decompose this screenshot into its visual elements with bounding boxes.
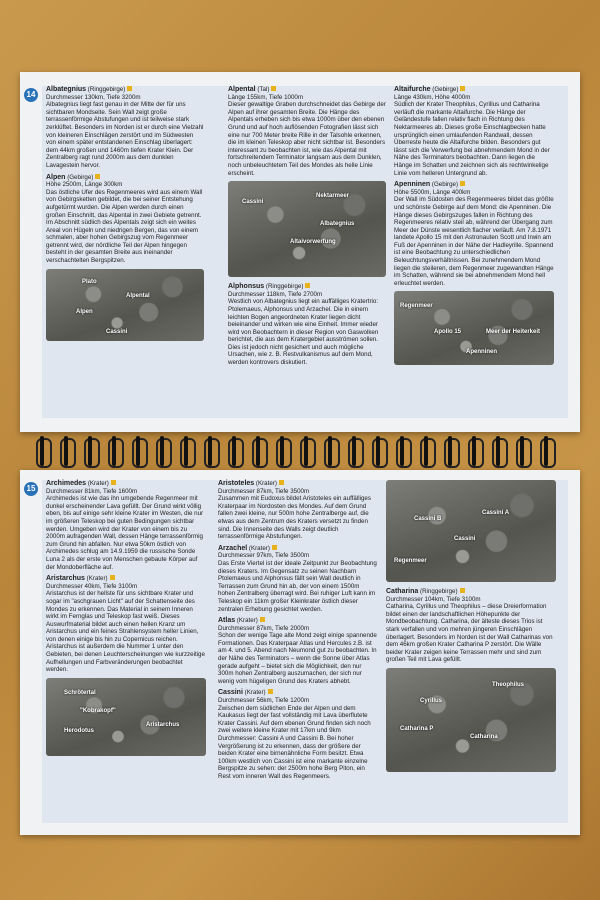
entry-type: (Krater) <box>236 617 258 625</box>
binding-ring <box>468 438 484 468</box>
moon-photo-aristarchus <box>46 678 206 756</box>
photo-label: Altaivorwerfung <box>290 239 336 246</box>
marker-square-icon <box>95 174 100 179</box>
entry-title: Alpental <box>228 86 256 93</box>
binding-ring <box>300 438 316 468</box>
entry-title: Archimedes <box>46 480 87 487</box>
entry-type: (Ringgebirge) <box>265 283 304 291</box>
binding-ring <box>444 438 460 468</box>
entry-title: Altaifurche <box>394 86 431 93</box>
entry-title: Arzachel <box>218 544 248 552</box>
binding-ring <box>420 438 436 468</box>
entry-specs: Durchmesser 104km, Tiefe 3100m <box>386 595 481 603</box>
entry-text: Zwischen dem südlichen Ende der Alpen und dem Kaukasus liegt der fast vollständig mit Lava überflutete Krater Cassini. Auf dem ebenen Grund finden sich noch zwei weitere kleine Krater mit 17km und 9km Durchmesser: Cassini A und Cassini B. Bei hoher Vergrößerung ist zu erkennen, dass der größere der beiden Krater eine birnenähnliche Form besitzt. Etwa 100km westlich von Cassini ist eine markante einzelne Bergspitze zu sehen: der 2500m hohe Berg Piton, ein Rest vom inneren Wall des Regenmeers. <box>218 704 371 780</box>
photo-label: Alpen <box>76 308 93 315</box>
binding-ring <box>156 438 172 468</box>
binding-ring <box>348 438 364 468</box>
moon-photo-cassini <box>386 480 556 582</box>
entry-specs: Durchmesser 56km, Tiefe 1200m <box>218 697 310 705</box>
marker-square-icon <box>272 545 277 550</box>
bottom-column-2 <box>218 480 378 785</box>
entry-type: (Gebirge) <box>431 181 459 189</box>
entry-specs: Höhe 2500m, Länge 300km <box>46 181 123 189</box>
entry-type: (Krater) <box>244 689 266 697</box>
binding-ring <box>324 438 340 468</box>
photo-label: Theophilus <box>492 681 524 688</box>
binding-ring <box>108 438 124 468</box>
entry-specs: Durchmesser 87km, Tiefe 3500m <box>218 487 310 495</box>
entry-title: Catharina <box>386 588 419 595</box>
entry-type: (Ringgebirge) <box>87 86 126 93</box>
entry-specs: Durchmesser 40km, Tiefe 3100m <box>46 582 138 590</box>
photo-label: Cassini <box>242 199 264 206</box>
entry-title: Alpen <box>46 173 66 181</box>
entry-title: Atlas <box>218 617 236 625</box>
binding-ring <box>516 438 532 468</box>
entry-type: (Krater) <box>255 480 277 487</box>
photo-label: Cassini <box>106 328 128 335</box>
entry-specs: Höhe 5500m, Länge 400km <box>394 188 471 196</box>
top-column-3 <box>394 86 554 371</box>
entry-text: Westlich von Albategnius liegt ein auffälliges Kratertrio: Ptolemaeus, Alphonsus und Arzachel. Die in einem leichten Bogen angeordneten Krater liegen dicht beieinander und wirken wie eine Einheit. Immer wieder wird von Beobachtern in dieser Region von Gaswolken berichtet, die aus dem Kratergebiet ausströmen sollen. Dies ist jedoch nicht gesichert und auch mögliche Ursachen, wie z. B. Restvulkanismus auf dem Mond, werden kontrovers diskutiert. <box>228 298 379 367</box>
entry-specs: Länge 155km, Tiefe 1000m <box>228 93 303 101</box>
entry-text: Das östliche Ufer des Regenmeeres wird aus einem Wall von Gebirgsketten gebildet, die bei seiner Entstehung aufgetürmt wurden. Die Alpen werden durch einen großen Einschnitt, das Alpental in zwei Gebiete getrennt. Im Abschnitt südlich des Alpentals zeigt sich ein weites Areal von Hügeln und niedrigen Bergen, das von einem schmalen, aber hohen Gebirgszug vom Regenmeer getrennt wird, der nördliche Teil der Alpen hingegen besteht in der gesamten Breite aus ineinander verschachtelten Bergspitzen. <box>46 188 203 265</box>
photo-label: Cassini A <box>482 510 510 516</box>
entry-text: Catharina, Cyrillus und Theophilus – diese Dreierformation bildet einen der landschaftlichen Höhepunkte der Mondbeobachtung. Catharina, der älteste dieses Trios ist stark verfallen und von mehren jüngeren Einschlägen überlagert. Besonders im Norden ist der Wall Catharinas von dem 46km großen Krater Catharina P zerstört. Die Wälle beider Krater zeigen keine Terrassen mehr und sind zum großen Teil mit Lava gefüllt. <box>386 603 553 664</box>
marker-square-icon <box>111 480 116 485</box>
entry-specs: Durchmesser 81km, Tiefe 1600m <box>46 487 138 495</box>
entry-text: Schon der wenige Tage alte Mond zeigt einige spannende Formationen. Das Kraterpaar Atlas und Hercules z.B. ist am 4. und 5. Abend nach Neumond gut zu beobachten. In der Nähe des Terminators – wenn die Sonne über Atlas gerade aufgeht – bietet sich die Möglichkeit, den nur 300m hohen Zentralberg auszumachen, der sich nur wenig vom hügeligen Grund des Kraters abhebt. <box>218 632 377 685</box>
top-page <box>20 72 580 432</box>
photo-label: Cassini B <box>414 516 442 522</box>
binding-ring <box>132 438 148 468</box>
marker-square-icon <box>260 617 265 622</box>
entry-type: (Tal) <box>257 86 270 93</box>
entry-text: Südlich der Krater Theophilus, Cyrillus und Catharina verläuft die markante Altaifurche. Die Hänge der Geländestufe fallen relativ flach in Richtung des Nektarmeeres ab. Dieses große Einschlagbecken hatte ursprünglich einen umlaufenden Randwall, dessen Überreste heute die Altaifurche bilden. Besonders gut lässt sich die Verwerfung bei abnehmendem Mond in der Nähe des Terminators beobachten. Dann liegen die Hänge im Schatten und zeichnen sich als rechtwinkelige Linie vom helleren Untergrund ab. <box>394 101 550 177</box>
photo-label: Apenninen <box>466 349 497 356</box>
spiral-binding <box>30 430 570 470</box>
entry-title: Aristoteles <box>218 480 255 487</box>
binding-ring <box>492 438 508 468</box>
entry-title: Aristarchus <box>46 575 85 583</box>
binding-ring <box>60 438 76 468</box>
photo-label: Regenmeer <box>400 303 433 310</box>
entry-specs: Durchmesser 97km, Tiefe 3500m <box>218 552 310 560</box>
photo-label: Meer der Heiterkeit <box>486 329 541 336</box>
entry-type: (Krater) <box>248 544 270 552</box>
marker-square-icon <box>460 181 465 186</box>
marker-square-icon <box>110 575 115 580</box>
binding-ring <box>372 438 388 468</box>
binding-ring <box>396 438 412 468</box>
entry-title: Alphonsus <box>228 283 265 291</box>
entry-text: Archimedes ist wie das ihn umgebende Regenmeer mit dunkel erscheinender Lava gefüllt. Der Grund wirkt völlig eben, bis auf einige sehr kleine Krater im Westen, die nur im größeren Teleskop bei guten Bedingungen sichtbar werden. Umgeben wird der Krater von einem bis zu 2000m aufragenden Wall, dessen Hänge terrassenförmig zum Grund hin abfallen. Nur etwa 50km östlich von Archimedes schlug am 14.9.1959 die russische Sonde Luna 2 als der erste von Menschen gebaute Körper auf der Mondoberfläche auf. <box>46 495 204 571</box>
entry-specs: Durchmesser 118km, Tiefe 2700m <box>228 290 323 298</box>
entry-text: Das Erste Viertel ist der ideale Zeitpunkt zur Beobachtung dieses Kraters. Im Gegensatz zu seinen Nachbarn Ptolemaeus und Alphonsus fällt sein Wall deutlich in Terrassen zum Grund hin ab, der von einem 1500m hohen Zentralberg überragt wird. Bei ruhiger Luft kann im Teleskop ein 11km großer Kleinkrater östlich dieser zentralen Erhebung gesichtet werden. <box>218 559 377 613</box>
entry-type: (Ringgebirge) <box>420 588 458 595</box>
bottom-column-1 <box>46 480 206 762</box>
entry-text: Albategnius liegt fast genau in der Mitte der für uns sichtbaren Mondseite. Sein Wall zeigt große terrassenförmige Abstufungen und ist teilweise stark zerklüftet. Besonders im Norden ist er durch eine Vielzahl von kleineren Einschlägen zerstört und im Südwesten von einem später entstandenen Einschlag überlagert: dem 44km großen und 1460m tiefen Krater Klein. Der Zentralberg ragt rund 2000m aus dem dunklen Lavagestein hervor. <box>46 101 204 169</box>
bottom-column-3 <box>386 480 556 778</box>
binding-ring <box>180 438 196 468</box>
binding-ring <box>276 438 292 468</box>
entry-specs: Durchmesser 130km, Tiefe 3200m <box>46 93 141 101</box>
marker-square-icon <box>268 689 273 694</box>
binding-ring <box>540 438 556 468</box>
bottom-page <box>20 470 580 835</box>
binding-ring <box>84 438 100 468</box>
entry-specs: Länge 430km, Höhe 4000m <box>394 93 471 101</box>
entry-text: Dieser gewaltige Graben durchschneidet das Gebirge der Alpen auf ihrer gesamten Breite. Die Hänge des Alpentals erheben sich bis etwa 1000m über den ebenen Grund und auf hoch auflösenden Fotografien lässt sich eine nur 700 Meter breite Rille in der Talsohle erkennen, die im kleinen Teleskop aber nicht sichtbar ist. Besonders interessant zu beobachten ist, wie das Alpental mit fortschreitendem Terminator langsam aus dem Dunklen, noch unbeleuchtetem Teil des Mondes als helle Linie erscheint. <box>228 101 386 177</box>
entry-type: (Gebirge) <box>67 173 94 181</box>
binding-ring <box>228 438 244 468</box>
entry-type: (Krater) <box>86 575 108 583</box>
marker-square-icon <box>460 588 465 593</box>
photo-label: Alpental <box>126 292 150 299</box>
binding-ring <box>204 438 220 468</box>
entry-text: Der Wall im Südosten des Regenmeeres bildet das größte und schönste Gebirge auf dem Mond: die Apenninen. Die Hänge dieses Gebirgszuges fallen in Richtung des Regenmeeres relativ steil ab, während der Übergang zum Meer der Dünste wesentlich flacher verläuft. Am 7.8.1971 landete Apollo 15 mit den Astronauten Scott und Irwin am Fuß der Apenninen in der Nähe der Hadleyrille. Spannend ist eine Beobachtung zu unterschiedlichen Beleuchtungsverhältnissen. Bei zunehmendem Mond liegen die steileren, dem Regenmeer zugewandten Hänge im Schatten, während sie bei abnehmendem Mond hell erleuchtet werden. <box>394 196 554 287</box>
moon-photo-alpen <box>46 269 204 341</box>
photo-label: Apollo 15 <box>434 329 462 336</box>
top-column-1 <box>46 86 204 347</box>
marker-square-icon <box>279 480 284 485</box>
entry-text: Aristarchus ist der hellste für uns sichtbare Krater und sogar im "aschgrauen Licht" auf der Schattenseite des Mondes zu erkennen. Das Material in seinem Inneren wirkt im Fernglas und Teleskop fast weiß. Dieses Auswurfmaterial bildet auch einen hellen Kranz um Aristarchus und ein feines Strahlensystem heller Linien, von denen einige bis hin zu Copernicus reichen. Aristarchus ist außerdem die Nummer 1 unter den Gebieten, bei denen Leuchterscheinungen wie kurzzeitige Aufhellungen und Farbveränderungen beobachtet werden. <box>46 590 205 674</box>
entry-title: Cassini <box>218 689 243 697</box>
marker-square-icon <box>460 86 465 91</box>
photo-label: "Kobrakopf" <box>80 707 116 714</box>
photo-label: Plato <box>82 278 97 285</box>
entry-specs: Durchmesser 87km, Tiefe 2000m <box>218 624 310 632</box>
bottom-page-panel <box>26 480 568 823</box>
page-number-badge: 14 <box>24 88 38 102</box>
entry-type: (Krater) <box>87 480 109 487</box>
photo-label: Albategnius <box>320 221 355 228</box>
photo-label: Cyrillus <box>420 697 443 704</box>
photo-label: Aristarchus <box>146 721 180 728</box>
moon-photo-apenninen <box>394 291 554 365</box>
photo-label: Regenmeer <box>394 558 427 564</box>
moon-photo-altai <box>228 181 386 277</box>
marker-square-icon <box>127 86 132 91</box>
photo-label: Catharina <box>470 733 498 740</box>
marker-square-icon <box>271 86 276 91</box>
entry-type: (Gebirge) <box>432 86 459 93</box>
photo-label: Herodotus <box>64 727 94 734</box>
moon-photo-catharina <box>386 668 556 772</box>
photo-label: Nektarmeer <box>316 193 350 200</box>
photo-label: Catharina P <box>400 725 434 732</box>
binding-ring <box>252 438 268 468</box>
marker-square-icon <box>305 283 310 288</box>
entry-text: Zusammen mit Eudoxus bildet Aristoteles ein auffälliges Kraterpaar im Nordosten des Mondes. Auf dem Grund fallen zwei kleine, nur 500m hohe Zentralberge auf, die etwas aus dem Zentrum des Kraters versetzt zu finden sind. Die Innenseite des Walls zeigt deutlich terrassenförmige Abstufungen. <box>218 495 371 541</box>
photo-label: Cassini <box>454 536 476 542</box>
photo-label: Schrötertal <box>64 689 96 696</box>
binding-ring <box>36 438 52 468</box>
entry-title: Apenninen <box>394 181 431 189</box>
page-number-badge: 15 <box>24 482 38 496</box>
entry-title: Albategnius <box>46 86 87 93</box>
top-column-2 <box>228 86 386 371</box>
top-page-panel <box>26 86 568 418</box>
